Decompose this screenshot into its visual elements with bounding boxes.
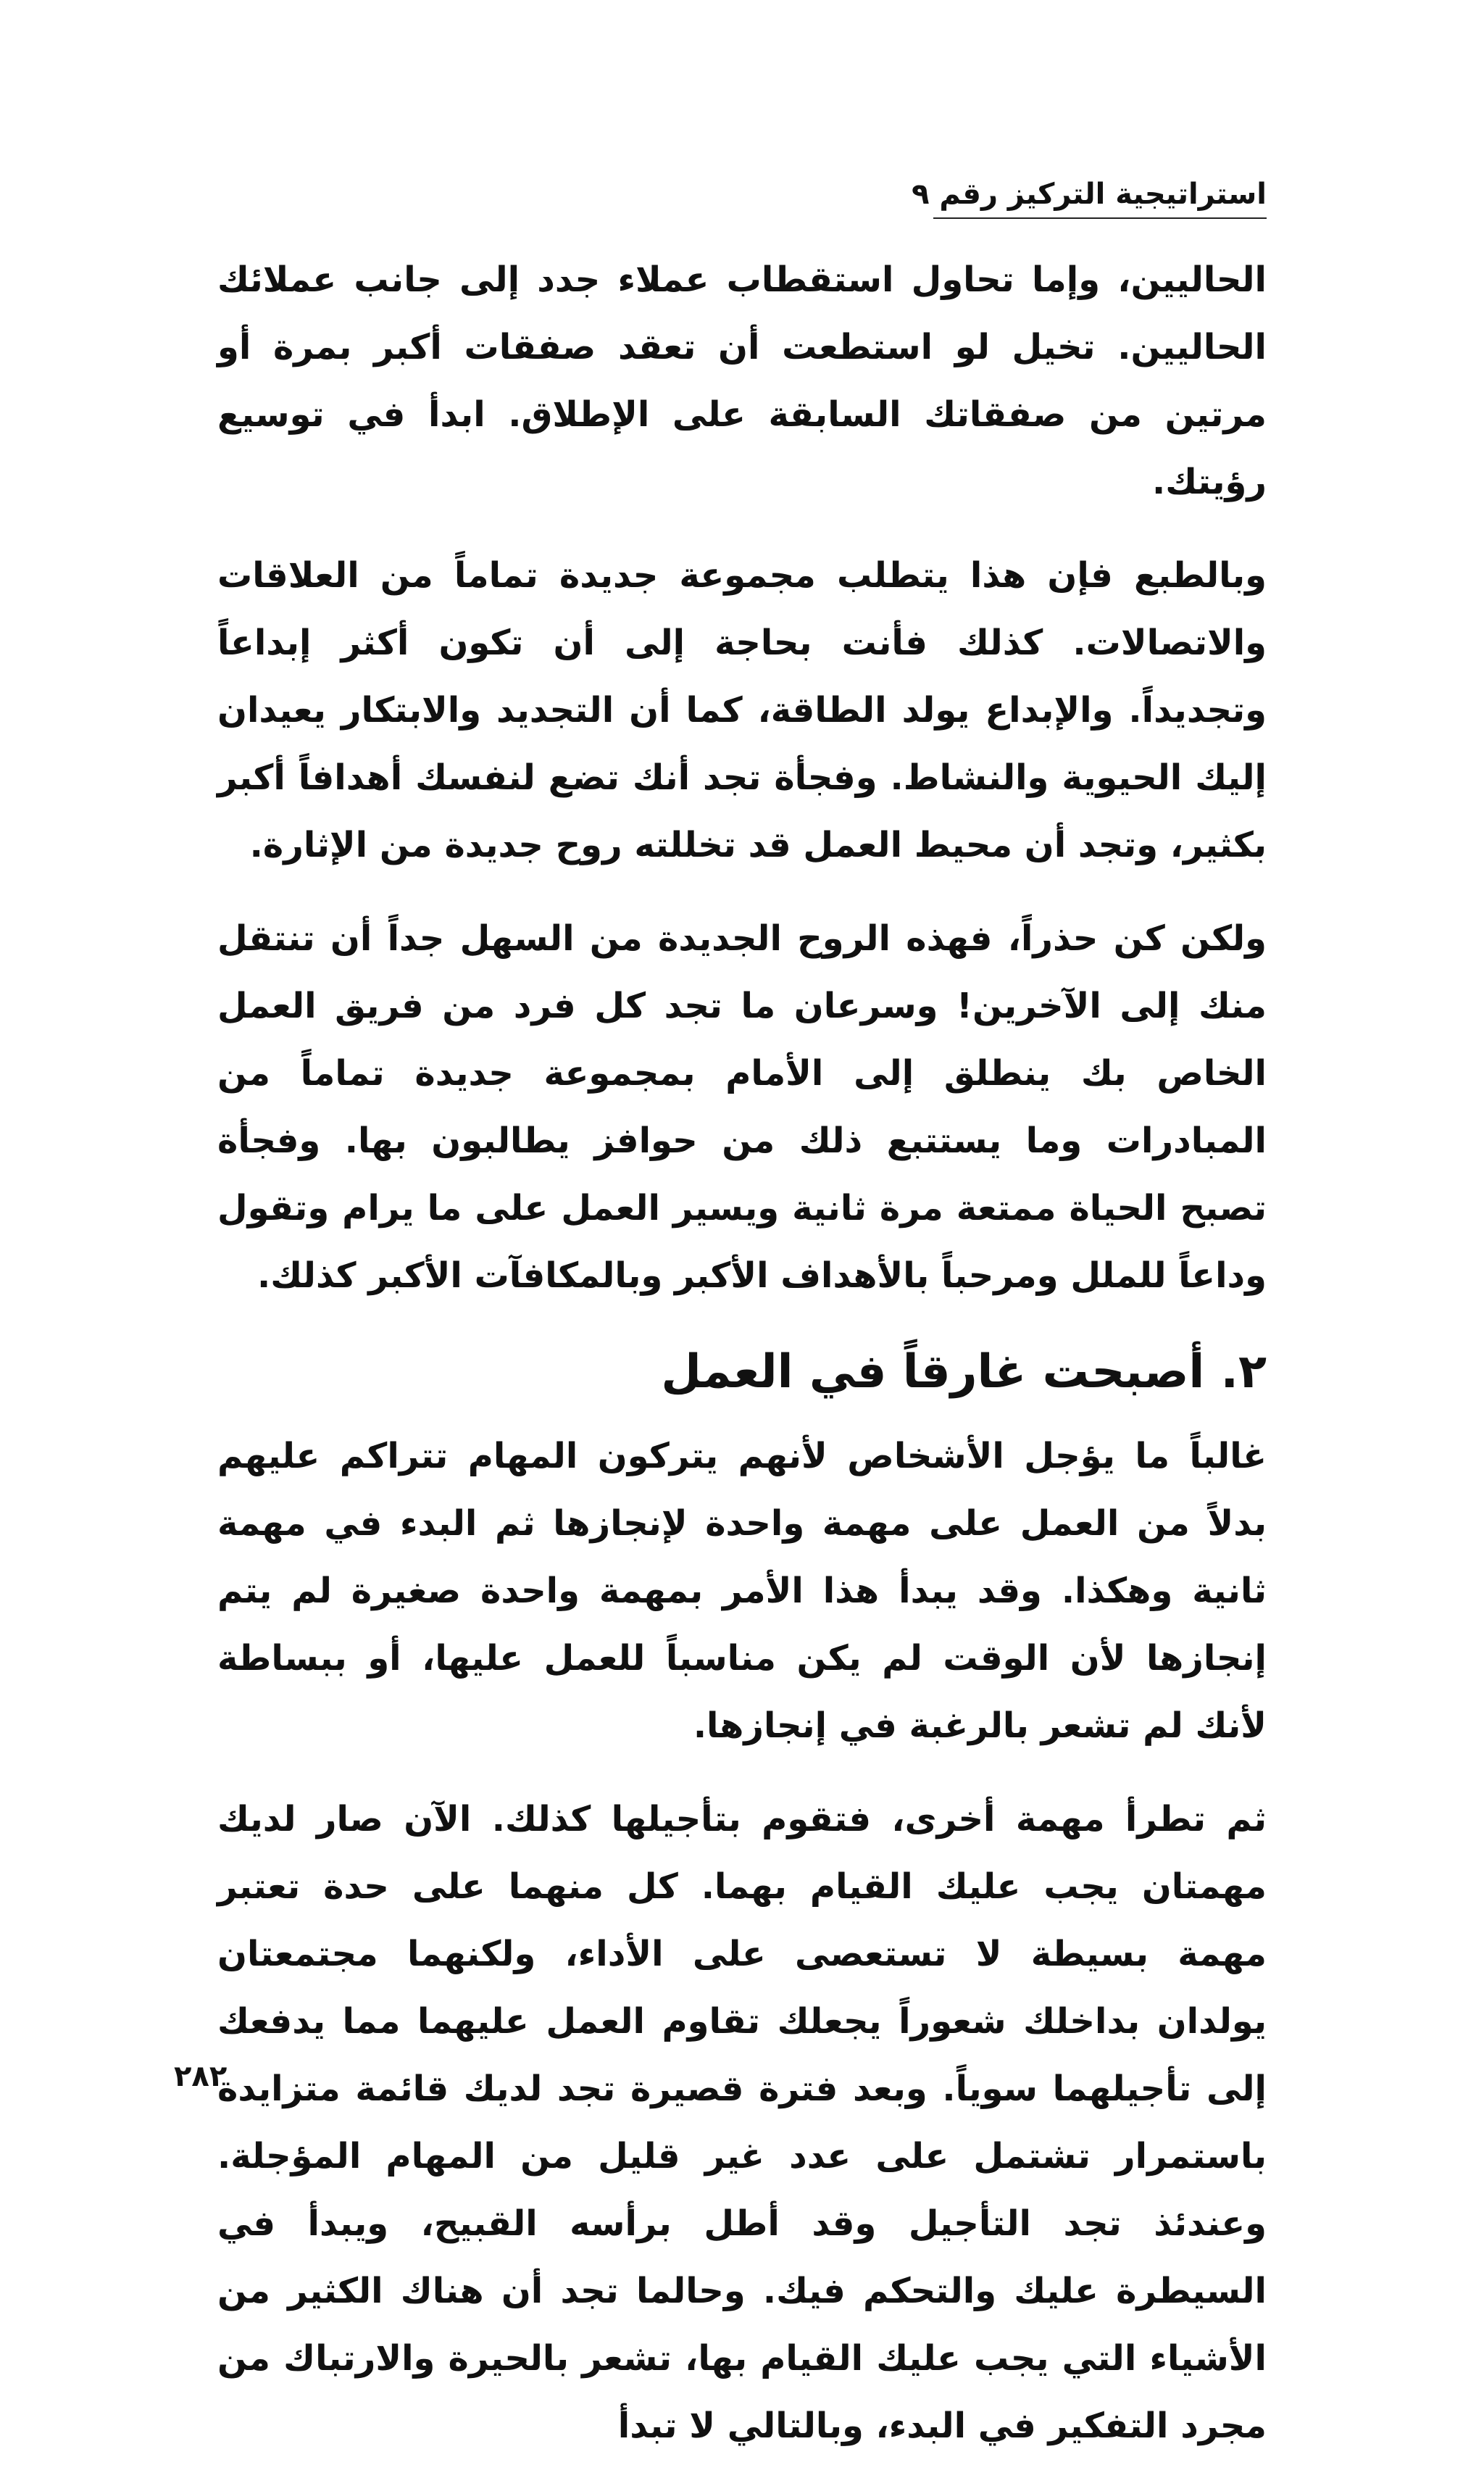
paragraph: غالباً ما يؤجل الأشخاص لأنهم يتركون المهام تتراكم عليهم بدلاً من العمل على مهمة واحدة لإنجازها ثم البدء في مهمة ثانية وهكذا. وقد يبدأ هذا الأمر بمهمة واحدة صغيرة لم يتم إنجازها لأن الوقت لم يكن مناسباً للعمل عليها، أو ببساطة لأنك لم تشعر بالرغبة في إنجازها. (217, 1436, 1267, 1746)
header-rule (933, 217, 1267, 219)
running-header (912, 174, 1267, 219)
paragraph: ثم تطرأ مهمة أخرى، فتقوم بتأجيلها كذلك. الآن صار لديك مهمتان يجب عليك القيام بهما. كل منهما على حدة تعتبر مهمة بسيطة لا تستعصى على الأداء، ولكنهما مجتمعتان يولدان بداخلك شعوراً يجعلك تقاوم العمل عليهما مما يدفعك إلى تأجيلهما سوياً. وبعد فترة قصيرة تجد لديك قائمة متزايدة باستمرار تشتمل على عدد غير قليل من المهام المؤجلة. وعندئذ تجد التأجيل وقد أطل برأسه القبيح، ويبدأ في السيطرة عليك والتحكم فيك. وحالما تجد أن هناك الكثير من الأشياء التي يجب عليك القيام بها، تشعر بالحيرة والارتباك من مجرد التفكير في البدء، وبالتالي لا تبدأ (217, 1799, 1267, 2446)
page-body (217, 246, 1267, 2486)
paragraph: ولكن كن حذراً، فهذه الروح الجديدة من السهل جداً أن تنتقل منك إلى الآخرين! وسرعان ما تجد كل فرد من فريق العمل الخاص بك ينطلق إلى الأمام بمجموعة جديدة تماماً من المبادرات وما يستتبع ذلك من حوافز يطالبون بها. وفجأة تصبح الحياة ممتعة مرة ثانية ويسير العمل على ما يرام وتقول وداعاً للملل ومرحباً بالأهداف الأكبر وبالمكافآت الأكبر كذلك. (217, 918, 1267, 1296)
page-number: ٢٨٢ (174, 2060, 228, 2093)
section-heading: ٢. أصبحت غارقاً في العمل (661, 1345, 1267, 1399)
running-header-title: استراتيجية التركيز رقم ٩ (912, 178, 1267, 211)
paragraph: وبالطبع فإن هذا يتطلب مجموعة جديدة تماماً من العلاقات والاتصالات. كذلك فأنت بحاجة إلى أن تكون أكثر إبداعاً وتجديداً. والإبداع يولد الطاقة، كما أن التجديد والابتكار يعيدان إليك الحيوية والنشاط. وفجأة تجد أنك تضع لنفسك أهدافاً أكبر بكثير، وتجد أن محيط العمل قد تخللته روح جديدة من الإثارة. (217, 555, 1267, 865)
paragraph: الحاليين، وإما تحاول استقطاب عملاء جدد إلى جانب عملائك الحاليين. تخيل لو استطعت أن تعقد صفقات أكبر بمرة أو مرتين من صفقاتك السابقة على الإطلاق. ابدأ في توسيع رؤيتك. (217, 259, 1267, 502)
